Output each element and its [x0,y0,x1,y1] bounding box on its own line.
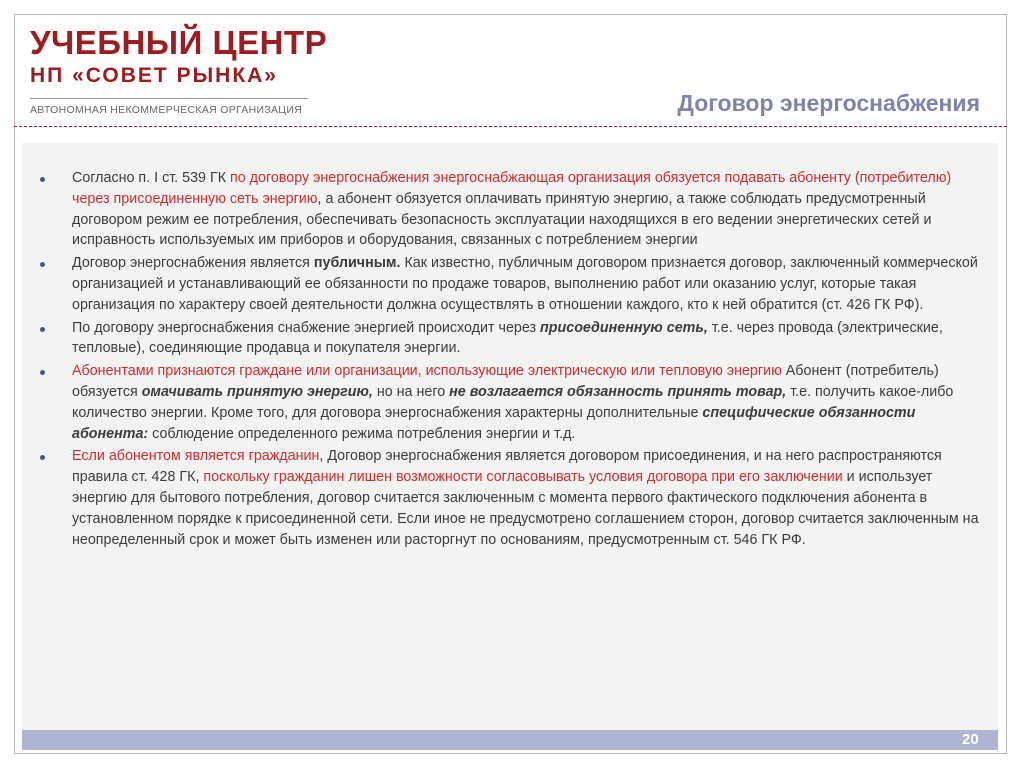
text-segment: Договор энергоснабжения является [72,255,314,272]
text-segment-bold: публичным. [313,255,401,272]
bullet-icon [40,370,45,375]
text-segment-emphasis: не возлагается обязанность принять товар, [449,383,787,400]
list-item [40,318,980,360]
slide-title: Договор энергоснабжения [677,90,980,116]
text-segment: , Договор энергоснабжения является договором присоединения, и на него распространяются правила ст. 428 ГК, [72,448,942,486]
header-divider [14,126,1007,127]
list-item [40,168,980,251]
text-segment-highlight: Если абонентом является гражданин [72,448,320,465]
text-segment: Как известно, публичным договором признается договор, заключенный коммерческой организацией и устанавливающий ее обязанности по продаже товаров, выполнению работ или оказанию услуг, которые такая организация по характеру своей деятельности должна осуществлять в отношении каждого, кто к ней обратится (ст. 426 ГК РФ). [72,255,978,313]
list-item [40,446,980,550]
text-segment: т.е. получить какое-либо количество энергии. Кроме того, для договора энергоснабжения характерны дополнительные [72,383,954,421]
bullet-icon [40,327,45,332]
bullet-list [40,168,980,552]
text-segment-emphasis: специфические обязанности абонента: [72,404,916,442]
text-segment: т.е. через провода (электрические, тепловые), соединяющие продавца и покупателя энергии. [72,319,943,357]
bullet-icon [40,455,45,460]
bullet-icon [40,262,45,267]
text-segment: но на него [372,383,450,400]
text-segment-highlight: Абонентами признаются граждане или организации, использующие электрическую или тепловую энергию [72,363,782,380]
text-segment: По договору энергоснабжения снабжение энергией происходит через [72,319,541,336]
logo-subtitle: НП «СОВЕТ РЫНКА» [30,64,278,87]
text-segment-emphasis: присоединенную сеть, [540,319,708,336]
text-segment-highlight: поскольку гражданин лишен возможности согласовывать условия договора при его заключении [203,469,843,486]
footer-bar [22,730,998,750]
text-segment: и использует энергию для бытового потребления, договор считается заключенным с момента первого фактического подключения абонента в установленном порядке к присоединенной сети. Если иное не предусмотрено соглашением сторон, договор считается заключенным на неопределенный срок и может быть изменен или расторгнут по основаниям, предусмотренным ст. 546 ГК РФ. [72,469,979,548]
text-segment: , а абонент обязуется оплачивать принятую энергию, а также соблюдать предусмотренный договором режим ее потребления, обеспечивать безопасность эксплуатации находящихся в его ведении энергетических сетей и исправность используемых им приборов и оборудования, связанных с потреблением энергии [72,190,932,249]
list-item [40,361,980,444]
text-segment-highlight: по договору энергоснабжения энергоснабжающая организация обязуется подавать абоненту (потребителю) через присоединенную сеть энергию [72,170,952,207]
logo-title: УЧЕБНЫЙ ЦЕНТР [30,24,328,61]
text-segment-emphasis: омачивать принятую энергию, [141,383,373,400]
page-number: 20 [962,731,979,748]
list-item [40,253,980,315]
text-segment: Абонент (потребитель) обязуется [72,363,939,400]
text-segment: Согласно п. I ст. 539 ГК [72,170,230,186]
logo-divider [30,98,308,99]
logo-organization-type: АВТОНОМНАЯ НЕКОММЕРЧЕСКАЯ ОРГАНИЗАЦИЯ [30,104,303,116]
bullet-icon [40,177,45,182]
text-segment: соблюдение определенного режима потребления энергии и т.д. [148,425,576,442]
